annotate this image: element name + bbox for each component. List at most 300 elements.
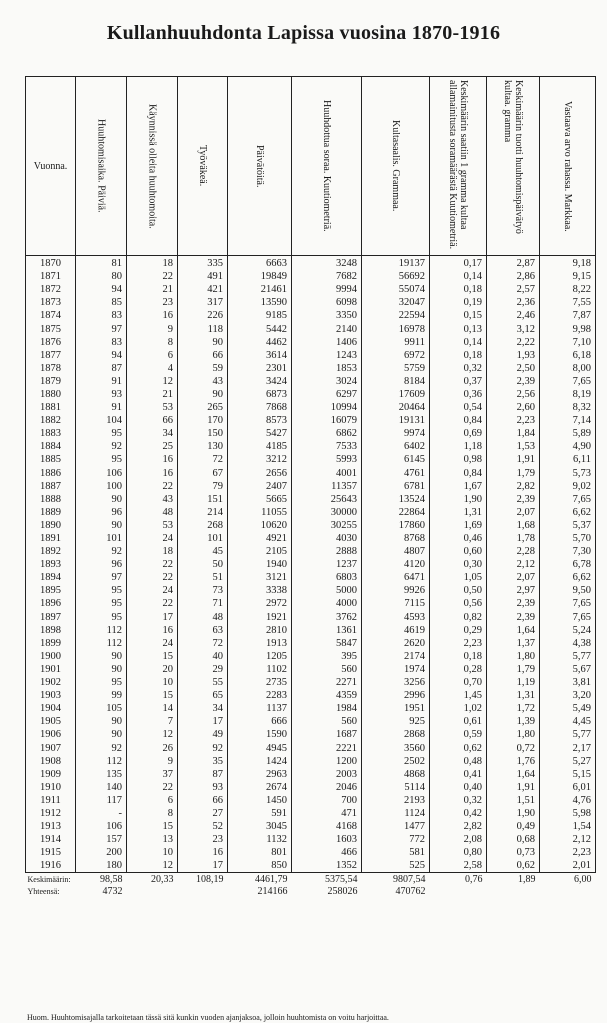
table-cell: 0,68 <box>487 833 540 846</box>
table-cell: 5,98 <box>540 807 596 820</box>
table-cell: 15 <box>127 689 178 702</box>
table-cell: 66 <box>127 414 178 427</box>
table-cell: 3,20 <box>540 689 596 702</box>
table-cell: 6,62 <box>540 506 596 519</box>
table-cell: 1,84 <box>487 427 540 440</box>
table-cell: 2046 <box>292 781 362 794</box>
table-cell: 51 <box>178 571 228 584</box>
table-cell: 3560 <box>362 741 430 754</box>
table-cell: 0,82 <box>430 611 487 624</box>
table-row <box>26 296 596 309</box>
table-cell: 2,50 <box>487 362 540 375</box>
table-cell: 21 <box>127 388 178 401</box>
table-cell: 4030 <box>292 532 362 545</box>
table-cell: 200 <box>76 846 127 859</box>
table-cell: 2,39 <box>487 493 540 506</box>
table-row <box>26 833 596 846</box>
table-cell: 19137 <box>362 256 430 271</box>
table-cell: 0,32 <box>430 362 487 375</box>
table-cell: 1921 <box>228 611 292 624</box>
table-cell: 560 <box>292 715 362 728</box>
table-cell: 581 <box>362 846 430 859</box>
table-cell: 2105 <box>228 545 292 558</box>
table-cell: 85 <box>76 296 127 309</box>
table-cell: 118 <box>178 322 228 335</box>
table-cell: 15 <box>127 820 178 833</box>
table-cell: 0,41 <box>430 768 487 781</box>
table-cell: 130 <box>178 440 228 453</box>
table-cell: 56692 <box>362 270 430 283</box>
table-cell: 2,46 <box>487 309 540 322</box>
table-cell: 1,90 <box>487 807 540 820</box>
table-cell: 2,23 <box>540 846 596 859</box>
table-row <box>26 624 596 637</box>
table-cell: 1,64 <box>487 768 540 781</box>
table-cell: 45 <box>178 545 228 558</box>
averages-cell: 6,00 <box>574 873 592 885</box>
table-cell: 101 <box>178 532 228 545</box>
table-cell: 5,15 <box>540 768 596 781</box>
table-cell: 90 <box>178 336 228 349</box>
year-cell: 1897 <box>26 611 76 624</box>
table-cell: 22864 <box>362 506 430 519</box>
table-cell: 2,82 <box>487 480 540 493</box>
table-row <box>26 820 596 833</box>
table-cell: 37 <box>127 768 178 781</box>
table-cell: 9 <box>127 755 178 768</box>
table-cell: 10 <box>127 846 178 859</box>
table-cell: 0,98 <box>430 453 487 466</box>
table-cell: 1406 <box>292 336 362 349</box>
table-cell: 2620 <box>362 637 430 650</box>
table-cell: 9911 <box>362 336 430 349</box>
table-cell: 5,77 <box>540 728 596 741</box>
table-cell: 4462 <box>228 336 292 349</box>
table-cell: 93 <box>76 388 127 401</box>
table-cell: 0,49 <box>487 820 540 833</box>
table-row <box>26 506 596 519</box>
table-cell: 9,02 <box>540 480 596 493</box>
table-cell: 0,84 <box>430 467 487 480</box>
table-cell: 666 <box>228 715 292 728</box>
table-cell: 12 <box>127 375 178 388</box>
table-cell: 2,07 <box>487 571 540 584</box>
table-cell: 2283 <box>228 689 292 702</box>
table-cell: 79 <box>178 480 228 493</box>
table-cell: 6862 <box>292 427 362 440</box>
table-cell: 6972 <box>362 349 430 362</box>
table-row <box>26 728 596 741</box>
year-cell: 1892 <box>26 545 76 558</box>
table-cell: 6663 <box>228 256 292 271</box>
year-cell: 1871 <box>26 270 76 283</box>
averages-cell: 0,76 <box>465 873 483 885</box>
table-cell: 1,72 <box>487 702 540 715</box>
year-cell: 1903 <box>26 689 76 702</box>
table-cell: 16 <box>127 453 178 466</box>
table-cell: 73 <box>178 584 228 597</box>
table-cell: 7,65 <box>540 493 596 506</box>
year-cell: 1915 <box>26 846 76 859</box>
table-cell: 2003 <box>292 768 362 781</box>
year-cell: 1909 <box>26 768 76 781</box>
table-row <box>26 388 596 401</box>
header-label: Keskimäärin tuotti huuhtomispäivätyö kultaa. gramma <box>502 80 524 234</box>
table-cell: 94 <box>76 349 127 362</box>
year-cell: 1882 <box>26 414 76 427</box>
table-cell: 9974 <box>362 427 430 440</box>
table-cell: 3248 <box>292 256 362 271</box>
table-row <box>26 597 596 610</box>
table-cell: 20464 <box>362 401 430 414</box>
table-cell: 3614 <box>228 349 292 362</box>
table-cell: 2,58 <box>430 859 487 873</box>
table-cell: 6803 <box>292 571 362 584</box>
table-cell: 2,97 <box>487 584 540 597</box>
table-cell: 0,30 <box>430 558 487 571</box>
table-cell: 6145 <box>362 453 430 466</box>
table-cell: 1205 <box>228 650 292 663</box>
table-cell: 8 <box>127 807 178 820</box>
table-cell: 591 <box>228 807 292 820</box>
table-cell: 6781 <box>362 480 430 493</box>
table-cell: 92 <box>76 440 127 453</box>
table-cell: 1,39 <box>487 715 540 728</box>
table-cell: 1102 <box>228 663 292 676</box>
table-cell: 21461 <box>228 283 292 296</box>
totals-cell <box>178 885 228 897</box>
table-cell: 19131 <box>362 414 430 427</box>
table-cell: 90 <box>76 650 127 663</box>
header-days <box>76 77 127 256</box>
table-cell: 0,37 <box>430 375 487 388</box>
table-cell: 2193 <box>362 794 430 807</box>
table-cell: 100 <box>76 480 127 493</box>
header-gravel <box>292 77 362 256</box>
table-cell: 2,23 <box>487 414 540 427</box>
table-cell: 0,17 <box>430 256 487 271</box>
averages-cell: 98,58 <box>100 873 123 885</box>
table-cell: 2,39 <box>487 611 540 624</box>
table-cell: 1,80 <box>487 728 540 741</box>
header-gravel-per-gram <box>430 77 487 256</box>
table-cell: 0,69 <box>430 427 487 440</box>
table-cell: 2888 <box>292 545 362 558</box>
table-row <box>26 768 596 781</box>
totals-cell: 214166 <box>257 885 288 897</box>
table-cell: 0,59 <box>430 728 487 741</box>
table-cell: 52 <box>178 820 228 833</box>
table-cell: 1352 <box>292 859 362 873</box>
table-cell: 1200 <box>292 755 362 768</box>
table-cell: 3121 <box>228 571 292 584</box>
table-cell: 801 <box>228 846 292 859</box>
table-cell: 1,78 <box>487 532 540 545</box>
table-cell: 2,08 <box>430 833 487 846</box>
header-gold <box>362 77 430 256</box>
table-cell: 335 <box>178 256 228 271</box>
table-cell: 34 <box>178 702 228 715</box>
table-row <box>26 453 596 466</box>
table-cell: 1853 <box>292 362 362 375</box>
table-cell: 140 <box>76 781 127 794</box>
year-cell: 1891 <box>26 532 76 545</box>
year-cell: 1889 <box>26 506 76 519</box>
table-cell: 5,70 <box>540 532 596 545</box>
table-cell: 7533 <box>292 440 362 453</box>
table-cell: 5114 <box>362 781 430 794</box>
table-cell: 2,60 <box>487 401 540 414</box>
table-cell: 0,48 <box>430 755 487 768</box>
table-cell: 2,12 <box>540 833 596 846</box>
table-row <box>26 493 596 506</box>
year-cell: 1895 <box>26 584 76 597</box>
table-cell: 6471 <box>362 571 430 584</box>
table-cell: 1913 <box>228 637 292 650</box>
table-cell: 91 <box>76 375 127 388</box>
year-cell: 1907 <box>26 741 76 754</box>
table-cell: 4868 <box>362 768 430 781</box>
table-cell: 4,38 <box>540 637 596 650</box>
table-cell: 2868 <box>362 728 430 741</box>
table-cell: 22 <box>127 558 178 571</box>
table-cell: 1,18 <box>430 440 487 453</box>
table-cell: 0,61 <box>430 715 487 728</box>
table-cell: 43 <box>127 493 178 506</box>
table-row <box>26 702 596 715</box>
table-row <box>26 846 596 859</box>
table-cell: 22 <box>127 571 178 584</box>
totals-cell <box>127 885 178 897</box>
table-cell: 90 <box>76 519 127 532</box>
table-row <box>26 781 596 794</box>
table-cell: 2,22 <box>487 336 540 349</box>
table-row <box>26 283 596 296</box>
table-cell: 2674 <box>228 781 292 794</box>
year-cell: 1877 <box>26 349 76 362</box>
table-cell: 65 <box>178 689 228 702</box>
totals-row <box>26 885 596 897</box>
table-cell: 5993 <box>292 453 362 466</box>
table-cell: 16 <box>178 846 228 859</box>
table-cell: 560 <box>292 663 362 676</box>
table-cell: 1,64 <box>487 624 540 637</box>
table-cell: 5,89 <box>540 427 596 440</box>
table-cell: - <box>76 807 127 820</box>
table-cell: 1,05 <box>430 571 487 584</box>
table-cell: 3762 <box>292 611 362 624</box>
table-row <box>26 715 596 728</box>
table-cell: 2140 <box>292 322 362 335</box>
table-cell: 1,45 <box>430 689 487 702</box>
table-cell: 22 <box>127 781 178 794</box>
table-cell: 3424 <box>228 375 292 388</box>
table-cell: 8184 <box>362 375 430 388</box>
table-cell: 9185 <box>228 309 292 322</box>
table-cell: 466 <box>292 846 362 859</box>
year-cell: 1887 <box>26 480 76 493</box>
table-cell: 20 <box>127 663 178 676</box>
table-cell: 92 <box>178 741 228 754</box>
table-cell: 151 <box>178 493 228 506</box>
table-cell: 1450 <box>228 794 292 807</box>
header-label: Päivätöitä. <box>254 144 265 188</box>
table-cell: 22 <box>127 480 178 493</box>
table-row <box>26 663 596 676</box>
table-cell: 150 <box>178 427 228 440</box>
table-cell: 8,19 <box>540 388 596 401</box>
table-cell: 4,90 <box>540 440 596 453</box>
table-cell: 925 <box>362 715 430 728</box>
table-cell: 17 <box>178 859 228 873</box>
year-cell: 1879 <box>26 375 76 388</box>
table-cell: 95 <box>76 676 127 689</box>
table-cell: 1984 <box>292 702 362 715</box>
table-cell: 4945 <box>228 741 292 754</box>
table-cell: 5427 <box>228 427 292 440</box>
table-row <box>26 519 596 532</box>
table-cell: 2,23 <box>430 637 487 650</box>
table-cell: 13590 <box>228 296 292 309</box>
year-cell: 1894 <box>26 571 76 584</box>
table-cell: 0,46 <box>430 532 487 545</box>
header-label: Vastaava arvo rahassa. Markkaa. <box>562 100 573 232</box>
table-cell: 0,62 <box>487 859 540 873</box>
table-cell: 55 <box>178 676 228 689</box>
year-cell: 1881 <box>26 401 76 414</box>
table-cell: 0,56 <box>430 597 487 610</box>
header-label: Huuhtomisaika. Päiviä. <box>95 119 107 213</box>
table-cell: 43 <box>178 375 228 388</box>
table-cell: 99 <box>76 689 127 702</box>
year-cell: 1901 <box>26 663 76 676</box>
year-cell: 1872 <box>26 283 76 296</box>
table-cell: 22594 <box>362 309 430 322</box>
table-cell: 5,24 <box>540 624 596 637</box>
table-cell: 22 <box>127 270 178 283</box>
table-cell: 1,93 <box>487 349 540 362</box>
table-cell: 0,14 <box>430 336 487 349</box>
year-cell: 1876 <box>26 336 76 349</box>
table-cell: 18 <box>127 256 178 271</box>
totals-cell: 470762 <box>395 885 426 897</box>
table-row <box>26 611 596 624</box>
totals-cell: 258026 <box>327 885 358 897</box>
table-cell: 16 <box>127 309 178 322</box>
table-cell: 11357 <box>292 480 362 493</box>
averages-cell: 5375,54 <box>325 873 358 885</box>
table-cell: 2502 <box>362 755 430 768</box>
table-cell: 0,36 <box>430 388 487 401</box>
averages-cell: 20,33 <box>151 873 174 885</box>
table-cell: 2,86 <box>487 270 540 283</box>
table-cell: 2,39 <box>487 375 540 388</box>
gold-panning-table <box>25 76 596 897</box>
table-cell: 9 <box>127 322 178 335</box>
table-cell: 16 <box>127 624 178 637</box>
table-cell: 9,18 <box>540 256 596 271</box>
table-cell: 3350 <box>292 309 362 322</box>
table-row <box>26 584 596 597</box>
table-cell: 95 <box>76 427 127 440</box>
table-cell: 12 <box>127 728 178 741</box>
table-cell: 3045 <box>228 820 292 833</box>
table-cell: 4619 <box>362 624 430 637</box>
year-cell: 1885 <box>26 453 76 466</box>
year-cell: 1914 <box>26 833 76 846</box>
table-cell: 135 <box>76 768 127 781</box>
table-cell: 4807 <box>362 545 430 558</box>
table-cell: 87 <box>178 768 228 781</box>
table-row <box>26 807 596 820</box>
table-cell: 2407 <box>228 480 292 493</box>
table-cell: 1,51 <box>487 794 540 807</box>
table-cell: 0,40 <box>430 781 487 794</box>
table-cell: 6098 <box>292 296 362 309</box>
table-cell: 1974 <box>362 663 430 676</box>
table-cell: 2,36 <box>487 296 540 309</box>
table-cell: 4001 <box>292 467 362 480</box>
table-cell: 7682 <box>292 270 362 283</box>
table-cell: 5000 <box>292 584 362 597</box>
table-cell: 1951 <box>362 702 430 715</box>
table-cell: 0,15 <box>430 309 487 322</box>
table-cell: 6 <box>127 794 178 807</box>
table-cell: 5,49 <box>540 702 596 715</box>
table-cell: 40 <box>178 650 228 663</box>
table-cell: 24 <box>127 532 178 545</box>
table-cell: 7,30 <box>540 545 596 558</box>
table-cell: 0,29 <box>430 624 487 637</box>
table-cell: 48 <box>178 611 228 624</box>
table-cell: 87 <box>76 362 127 375</box>
averages-label: Keskimäärin: <box>27 874 71 884</box>
table-cell: 97 <box>76 571 127 584</box>
table-row <box>26 741 596 754</box>
table-cell: 14 <box>127 702 178 715</box>
table-cell: 71 <box>178 597 228 610</box>
table-cell: 2,82 <box>430 820 487 833</box>
table-cell: 7,65 <box>540 375 596 388</box>
table-cell: 226 <box>178 309 228 322</box>
table-cell: 5847 <box>292 637 362 650</box>
year-cell: 1913 <box>26 820 76 833</box>
table-cell: 49 <box>178 728 228 741</box>
table-cell: 95 <box>76 611 127 624</box>
table-cell: 1,02 <box>430 702 487 715</box>
table-cell: 95 <box>76 453 127 466</box>
table-row <box>26 414 596 427</box>
table-cell: 0,54 <box>430 401 487 414</box>
table-row <box>26 322 596 335</box>
table-cell: 1,91 <box>487 781 540 794</box>
table-cell: 1,54 <box>540 820 596 833</box>
table-cell: 10994 <box>292 401 362 414</box>
table-row <box>26 440 596 453</box>
table-cell: 2,56 <box>487 388 540 401</box>
table-cell: 1,67 <box>430 480 487 493</box>
table-cell: 66 <box>178 794 228 807</box>
table-cell: 2301 <box>228 362 292 375</box>
table-cell: 22 <box>127 597 178 610</box>
table-cell: 9926 <box>362 584 430 597</box>
table-row <box>26 401 596 414</box>
table-cell: 27 <box>178 807 228 820</box>
table-cell: 90 <box>178 388 228 401</box>
header-label: Huuhdottua soraa. Kuutiometriä. <box>321 100 332 232</box>
table-cell: 268 <box>178 519 228 532</box>
table-cell: 3,12 <box>487 322 540 335</box>
